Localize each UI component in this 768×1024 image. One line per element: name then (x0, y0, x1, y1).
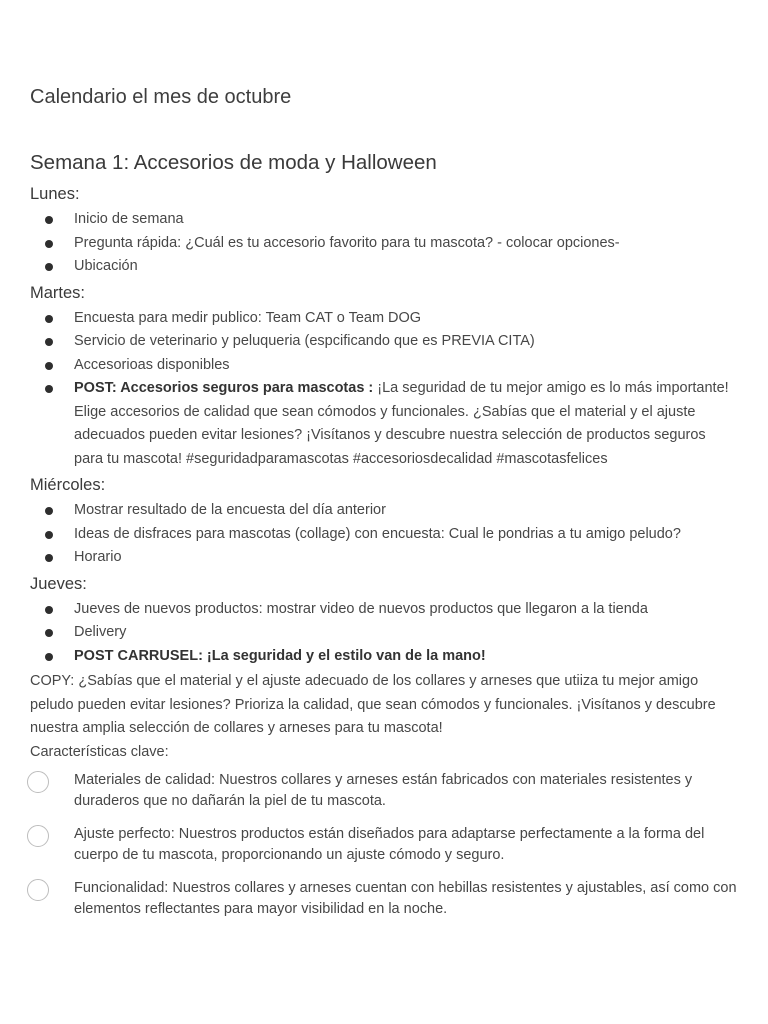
feature-item (30, 770, 738, 812)
week-1-title: Semana 1: Accesorios de moda y Halloween (30, 151, 437, 174)
feature-text: Funcionalidad: Nuestros collares y arneses cuentan con hebillas resistentes y ajustables, así como con elementos reflectantes para mayor visibilidad en la noche. (74, 880, 737, 917)
post-item (30, 645, 738, 669)
list-item (30, 621, 738, 645)
list-item-text: Ubicación (74, 258, 138, 274)
bullet-icon (45, 362, 53, 370)
list-item (30, 598, 738, 622)
miercoles-list (30, 499, 738, 570)
feature-item (30, 824, 738, 866)
list-item (30, 330, 738, 354)
bullet-icon (45, 263, 53, 271)
bullet-icon (45, 653, 53, 661)
day-heading-lunes: Lunes: (30, 185, 80, 203)
post-text: ¡La seguridad de tu mejor amigo es lo más importante! Elige accesorios de calidad que sean cómodos y funcionales. ¿Sabías que el material y el ajuste adecuados pueden evitar lesiones? ¡Visítanos y descubre nuestra selección de productos seguros para tu mascota! #seguridadparamascotas #accesoriosdecalidad #mascotasfelices (74, 380, 729, 467)
list-item (30, 354, 738, 378)
bullet-icon (45, 240, 53, 248)
bullet-icon (45, 315, 53, 323)
jueves-list (30, 598, 738, 669)
lunes-list (30, 208, 738, 279)
bullet-icon (45, 531, 53, 539)
day-heading-martes: Martes: (30, 283, 86, 302)
copy-text: COPY: ¿Sabías que el material y el ajuste adecuado de los collares y arneses que utiiza tu mejor amigo peludo pueden evitar lesiones? Prioriza la calidad, que sean cómodos y funcionales. ¡Visítanos y descubre nuestra amplia selección de collares y arneses para tu mascota! (30, 673, 716, 736)
list-item-text: Pregunta rápida: ¿Cuál es tu accesorio favorito para tu mascota? - colocar opciones- (74, 234, 620, 251)
features-heading: Características clave: (30, 743, 169, 760)
list-item (30, 307, 738, 331)
bullet-icon (45, 554, 53, 562)
bullet-icon (45, 385, 53, 393)
martes-list (30, 307, 738, 472)
list-item (30, 546, 738, 570)
bullet-icon (45, 629, 53, 637)
feature-text: Ajuste perfecto: Nuestros productos están diseñados para adaptarse perfectamente a la forma del cuerpo de tu mascota, proporcionando un ajuste cómodo y seguro. (74, 826, 705, 863)
day-heading-jueves: Jueves: (30, 574, 87, 593)
post-item (30, 377, 738, 471)
circle-checkbox-icon[interactable] (27, 825, 49, 847)
list-item-text: Accesorioas disponibles (74, 356, 230, 373)
list-item (30, 255, 738, 279)
post-carrusel-label: POST CARRUSEL: ¡La seguridad y el estilo van de la mano! (74, 647, 486, 664)
feature-item (30, 878, 738, 920)
list-item-text: Horario (74, 549, 122, 565)
circle-checkbox-icon[interactable] (27, 771, 49, 793)
list-item (30, 499, 738, 523)
day-heading-miercoles: Miércoles: (30, 476, 106, 494)
document-title: Calendario el mes de octubre (30, 86, 292, 108)
feature-text: Materiales de calidad: Nuestros collares y arneses están fabricados con materiales resistentes y duraderos que no dañarán la piel de tu mascota. (74, 772, 693, 809)
post-label: POST: Accesorios seguros para mascotas : (74, 380, 374, 396)
list-item (30, 232, 738, 256)
list-item-text: Encuesta para medir publico: Team CAT o Team DOG (74, 309, 422, 326)
bullet-icon (45, 216, 53, 224)
list-item-text: Mostrar resultado de la encuesta del día anterior (74, 502, 386, 518)
circle-checkbox-icon[interactable] (27, 879, 49, 901)
bullet-icon (45, 507, 53, 515)
list-item-text: Ideas de disfraces para mascotas (collage) con encuesta: Cual le pondrias a tu amigo peludo? (74, 525, 681, 542)
list-item-text: Inicio de semana (74, 211, 184, 227)
list-item-text: Servicio de veterinario y peluqueria (espcificando que es PREVIA CITA) (74, 333, 535, 349)
features-list (30, 770, 738, 920)
list-item (30, 208, 738, 232)
bullet-icon (45, 338, 53, 346)
list-item (30, 523, 738, 547)
list-item-text: Jueves de nuevos productos: mostrar video de nuevos productos que llegaron a la tienda (74, 600, 648, 617)
list-item-text: Delivery (74, 624, 127, 640)
bullet-icon (45, 606, 53, 614)
